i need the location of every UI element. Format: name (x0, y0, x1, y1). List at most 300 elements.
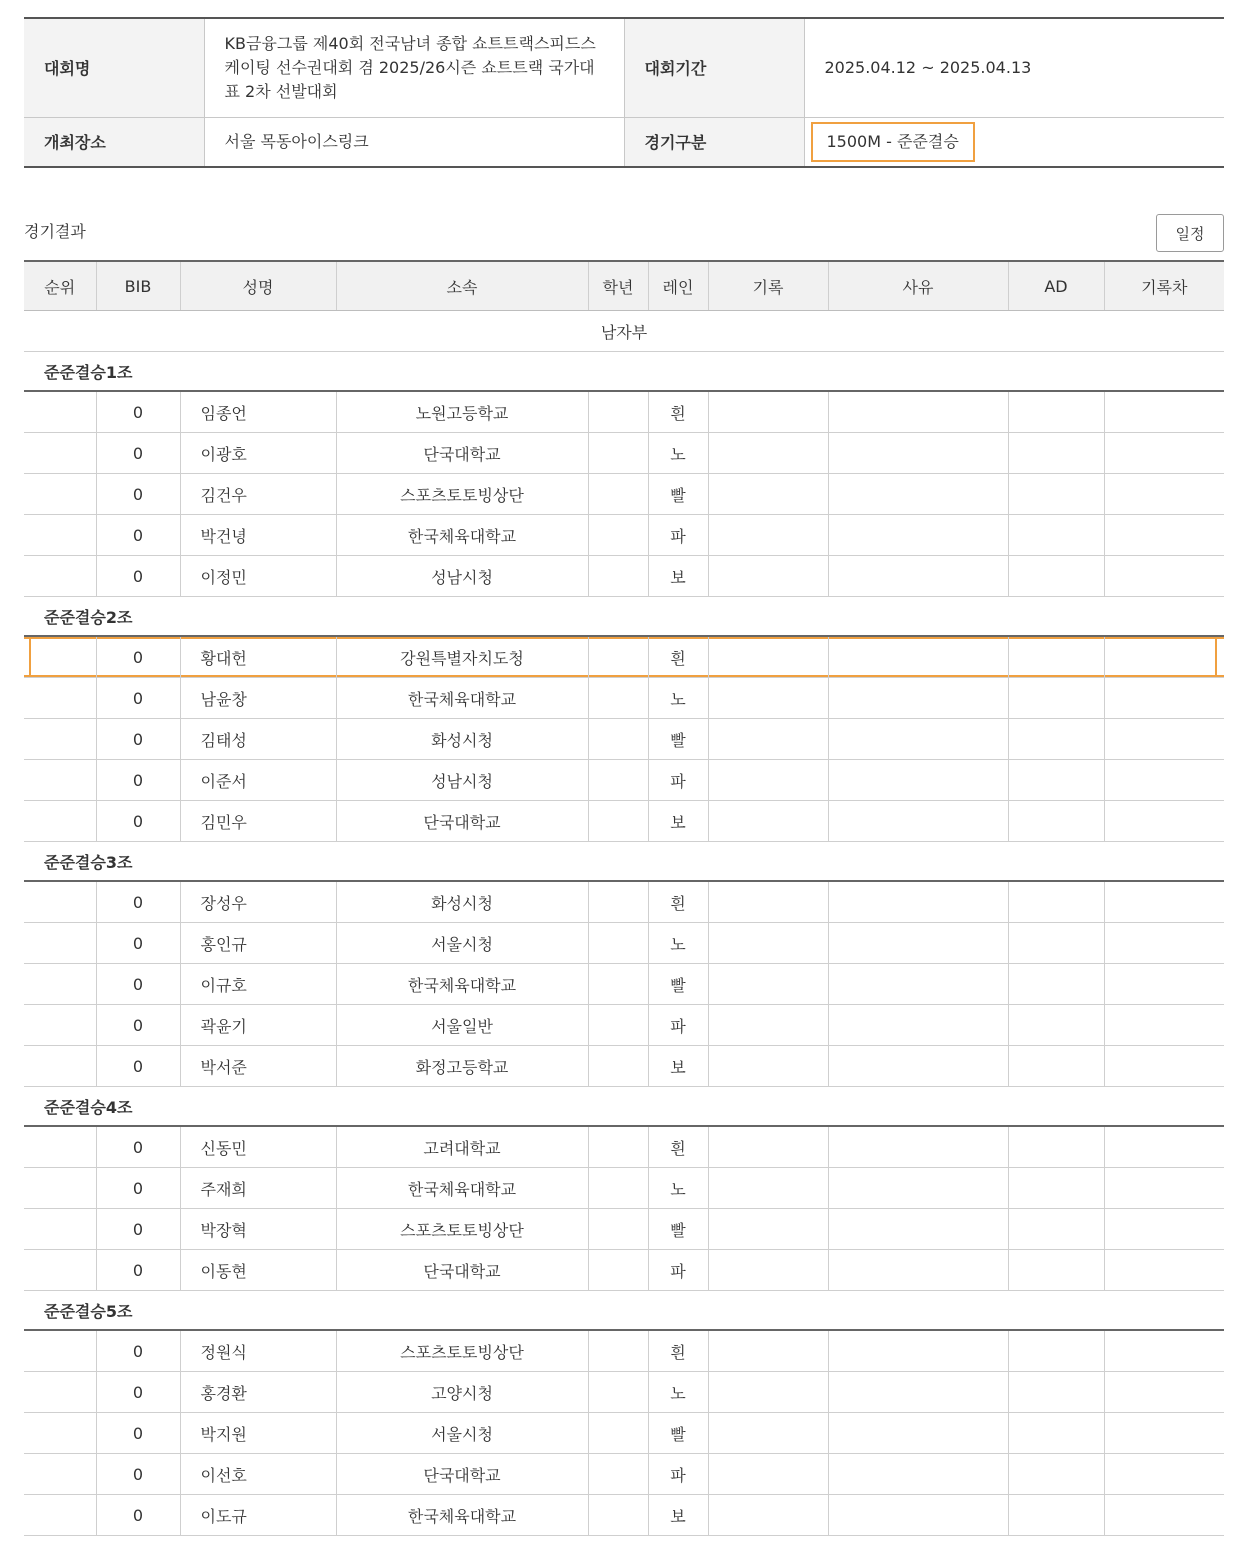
record-diff-cell (1104, 1454, 1224, 1495)
affiliation-cell: 서울일반 (336, 1005, 588, 1046)
reason-cell (828, 760, 1008, 801)
athlete-name-cell: 김건우 (180, 474, 336, 515)
record-diff-cell (1104, 719, 1224, 760)
lane-cell: 보 (648, 556, 708, 597)
record-cell (708, 1126, 828, 1168)
group-header-row (24, 352, 1224, 392)
division-row (24, 311, 1224, 352)
record-cell (708, 556, 828, 597)
athlete-name-cell: 남윤창 (180, 678, 336, 719)
affiliation-cell: 단국대학교 (336, 1454, 588, 1495)
bib-cell: 0 (96, 1209, 180, 1250)
record-diff-cell (1104, 556, 1224, 597)
table-row (24, 1209, 1224, 1250)
bib-cell: 0 (96, 801, 180, 842)
ad-cell (1008, 1209, 1104, 1250)
affiliation-cell: 한국체육대학교 (336, 515, 588, 556)
record-diff-cell (1104, 1413, 1224, 1454)
record-cell (708, 636, 828, 678)
record-cell (708, 1330, 828, 1372)
bib-cell: 0 (96, 1126, 180, 1168)
ad-cell (1008, 391, 1104, 433)
group-title: 준준결승1조 (24, 352, 1224, 392)
ad-cell (1008, 1046, 1104, 1087)
ad-cell (1008, 433, 1104, 474)
column-header-affiliation: 소속 (336, 261, 588, 311)
table-row (24, 1046, 1224, 1087)
athlete-name-cell: 홍인규 (180, 923, 336, 964)
affiliation-cell: 한국체육대학교 (336, 678, 588, 719)
reason-cell (828, 1250, 1008, 1291)
column-header-record: 기록 (708, 261, 828, 311)
rank-cell (24, 515, 96, 556)
record-cell (708, 1168, 828, 1209)
results-header (24, 168, 1224, 260)
table-row (24, 636, 1224, 678)
rank-cell (24, 1005, 96, 1046)
lane-cell: 빨 (648, 1209, 708, 1250)
record-diff-cell (1104, 391, 1224, 433)
record-diff-cell (1104, 1495, 1224, 1536)
lane-cell: 보 (648, 801, 708, 842)
table-row (24, 1005, 1224, 1046)
rank-cell (24, 433, 96, 474)
event-label: 경기구분 (624, 117, 804, 167)
record-cell (708, 801, 828, 842)
reason-cell (828, 964, 1008, 1005)
athlete-name-cell: 홍경환 (180, 1372, 336, 1413)
table-row (24, 1126, 1224, 1168)
reason-cell (828, 1046, 1008, 1087)
table-row (24, 1454, 1224, 1495)
record-cell (708, 433, 828, 474)
lane-cell: 노 (648, 433, 708, 474)
record-diff-cell (1104, 1005, 1224, 1046)
bib-cell: 0 (96, 556, 180, 597)
record-diff-cell (1104, 474, 1224, 515)
rank-cell (24, 636, 96, 678)
reason-cell (828, 1209, 1008, 1250)
grade-cell (588, 1005, 648, 1046)
athlete-name-cell: 임종언 (180, 391, 336, 433)
grade-cell (588, 1330, 648, 1372)
results-table (24, 260, 1224, 1536)
ad-cell (1008, 719, 1104, 760)
table-row (24, 433, 1224, 474)
rank-cell (24, 1454, 96, 1495)
bib-cell: 0 (96, 433, 180, 474)
reason-cell (828, 801, 1008, 842)
record-cell (708, 1495, 828, 1536)
grade-cell (588, 1413, 648, 1454)
bib-cell: 0 (96, 1046, 180, 1087)
ad-cell (1008, 1330, 1104, 1372)
athlete-name-cell: 이정민 (180, 556, 336, 597)
ad-cell (1008, 474, 1104, 515)
ad-cell (1008, 515, 1104, 556)
bib-cell: 0 (96, 1413, 180, 1454)
rank-cell (24, 760, 96, 801)
info-row (24, 18, 1224, 117)
group-title: 준준결승3조 (24, 842, 1224, 882)
rank-cell (24, 1168, 96, 1209)
rank-cell (24, 719, 96, 760)
bib-cell: 0 (96, 1372, 180, 1413)
rank-cell (24, 1209, 96, 1250)
rank-cell (24, 1250, 96, 1291)
record-diff-cell (1104, 1126, 1224, 1168)
bib-cell: 0 (96, 678, 180, 719)
group-header-row (24, 1291, 1224, 1331)
record-diff-cell (1104, 881, 1224, 923)
venue-value: 서울 목동아이스링크 (204, 117, 624, 167)
record-cell (708, 1209, 828, 1250)
bib-cell: 0 (96, 474, 180, 515)
grade-cell (588, 474, 648, 515)
record-cell (708, 391, 828, 433)
grade-cell (588, 636, 648, 678)
rank-cell (24, 1126, 96, 1168)
bib-cell: 0 (96, 964, 180, 1005)
lane-cell: 흰 (648, 881, 708, 923)
lane-cell: 파 (648, 1005, 708, 1046)
athlete-name-cell: 이동현 (180, 1250, 336, 1291)
affiliation-cell: 스포츠토토빙상단 (336, 1209, 588, 1250)
table-row (24, 1330, 1224, 1372)
grade-cell (588, 881, 648, 923)
rank-cell (24, 678, 96, 719)
record-cell (708, 474, 828, 515)
rank-cell (24, 801, 96, 842)
ad-cell (1008, 881, 1104, 923)
period-value: 2025.04.12 ~ 2025.04.13 (804, 18, 1224, 117)
lane-cell: 흰 (648, 1330, 708, 1372)
rank-cell (24, 1413, 96, 1454)
lane-cell: 노 (648, 923, 708, 964)
record-diff-cell (1104, 636, 1224, 678)
group-header-row (24, 842, 1224, 882)
record-cell (708, 881, 828, 923)
grade-cell (588, 678, 648, 719)
reason-cell (828, 1126, 1008, 1168)
table-row (24, 474, 1224, 515)
reason-cell (828, 1454, 1008, 1495)
venue-label: 개최장소 (24, 117, 204, 167)
affiliation-cell: 고려대학교 (336, 1126, 588, 1168)
record-diff-cell (1104, 760, 1224, 801)
lane-cell: 흰 (648, 391, 708, 433)
affiliation-cell: 스포츠토토빙상단 (336, 474, 588, 515)
competition-name-label: 대회명 (24, 18, 204, 117)
ad-cell (1008, 1250, 1104, 1291)
table-row (24, 1168, 1224, 1209)
table-row (24, 515, 1224, 556)
info-row (24, 117, 1224, 167)
record-diff-cell (1104, 1168, 1224, 1209)
ad-cell (1008, 1454, 1104, 1495)
lane-cell: 빨 (648, 719, 708, 760)
reason-cell (828, 1495, 1008, 1536)
athlete-name-cell: 박건녕 (180, 515, 336, 556)
record-cell (708, 1250, 828, 1291)
grade-cell (588, 1372, 648, 1413)
affiliation-cell: 단국대학교 (336, 433, 588, 474)
affiliation-cell: 강원특별자치도청 (336, 636, 588, 678)
reason-cell (828, 391, 1008, 433)
reason-cell (828, 881, 1008, 923)
affiliation-cell: 화성시청 (336, 881, 588, 923)
schedule-button[interactable]: 일정 (1156, 214, 1224, 252)
rank-cell (24, 1372, 96, 1413)
column-header-name: 성명 (180, 261, 336, 311)
group-header-row (24, 597, 1224, 637)
lane-cell: 노 (648, 1372, 708, 1413)
grade-cell (588, 923, 648, 964)
group-title: 준준결승4조 (24, 1087, 1224, 1127)
affiliation-cell: 노원고등학교 (336, 391, 588, 433)
results-header-row (24, 261, 1224, 311)
lane-cell: 노 (648, 1168, 708, 1209)
bib-cell: 0 (96, 760, 180, 801)
athlete-name-cell: 이선호 (180, 1454, 336, 1495)
table-row (24, 964, 1224, 1005)
ad-cell (1008, 556, 1104, 597)
table-row (24, 391, 1224, 433)
record-diff-cell (1104, 515, 1224, 556)
ad-cell (1008, 636, 1104, 678)
grade-cell (588, 515, 648, 556)
bib-cell: 0 (96, 719, 180, 760)
athlete-name-cell: 신동민 (180, 1126, 336, 1168)
grade-cell (588, 964, 648, 1005)
table-row (24, 1250, 1224, 1291)
affiliation-cell: 고양시청 (336, 1372, 588, 1413)
athlete-name-cell: 이규호 (180, 964, 336, 1005)
lane-cell: 노 (648, 678, 708, 719)
column-header-rank: 순위 (24, 261, 96, 311)
affiliation-cell: 한국체육대학교 (336, 1168, 588, 1209)
record-diff-cell (1104, 1372, 1224, 1413)
rank-cell (24, 474, 96, 515)
record-diff-cell (1104, 964, 1224, 1005)
reason-cell (828, 1330, 1008, 1372)
grade-cell (588, 556, 648, 597)
record-diff-cell (1104, 801, 1224, 842)
record-diff-cell (1104, 1209, 1224, 1250)
affiliation-cell: 성남시청 (336, 760, 588, 801)
affiliation-cell: 한국체육대학교 (336, 1495, 588, 1536)
athlete-name-cell: 주재희 (180, 1168, 336, 1209)
rank-cell (24, 964, 96, 1005)
reason-cell (828, 515, 1008, 556)
division-label: 남자부 (24, 311, 1224, 352)
record-diff-cell (1104, 678, 1224, 719)
results-body (24, 311, 1224, 1536)
rank-cell (24, 881, 96, 923)
athlete-name-cell: 장성우 (180, 881, 336, 923)
affiliation-cell: 성남시청 (336, 556, 588, 597)
grade-cell (588, 1168, 648, 1209)
grade-cell (588, 801, 648, 842)
rank-cell (24, 556, 96, 597)
record-cell (708, 1005, 828, 1046)
rank-cell (24, 1495, 96, 1536)
group-title: 준준결승5조 (24, 1291, 1224, 1331)
record-diff-cell (1104, 923, 1224, 964)
reason-cell (828, 678, 1008, 719)
lane-cell: 빨 (648, 1413, 708, 1454)
athlete-name-cell: 이준서 (180, 760, 336, 801)
table-row (24, 1372, 1224, 1413)
ad-cell (1008, 1372, 1104, 1413)
grade-cell (588, 1126, 648, 1168)
reason-cell (828, 556, 1008, 597)
athlete-name-cell: 박지원 (180, 1413, 336, 1454)
bib-cell: 0 (96, 1250, 180, 1291)
column-header-ad: AD (1008, 261, 1104, 311)
lane-cell: 파 (648, 515, 708, 556)
grade-cell (588, 391, 648, 433)
reason-cell (828, 1168, 1008, 1209)
competition-name-value: KB금융그룹 제40회 전국남녀 종합 쇼트트랙스피드스케이팅 선수권대회 겸 2025/26시즌 쇼트트랙 국가대표 2차 선발대회 (204, 18, 624, 117)
record-cell (708, 1372, 828, 1413)
table-row (24, 678, 1224, 719)
column-header-lane: 레인 (648, 261, 708, 311)
athlete-name-cell: 박서준 (180, 1046, 336, 1087)
affiliation-cell: 화성시청 (336, 719, 588, 760)
affiliation-cell: 화정고등학교 (336, 1046, 588, 1087)
affiliation-cell: 단국대학교 (336, 801, 588, 842)
ad-cell (1008, 964, 1104, 1005)
record-cell (708, 1046, 828, 1087)
reason-cell (828, 719, 1008, 760)
affiliation-cell: 서울시청 (336, 1413, 588, 1454)
ad-cell (1008, 923, 1104, 964)
reason-cell (828, 636, 1008, 678)
lane-cell: 흰 (648, 636, 708, 678)
record-cell (708, 1454, 828, 1495)
record-cell (708, 1413, 828, 1454)
athlete-name-cell: 김민우 (180, 801, 336, 842)
bib-cell: 0 (96, 515, 180, 556)
lane-cell: 파 (648, 1454, 708, 1495)
event-value: 1500M - 준준결승 (811, 122, 975, 162)
ad-cell (1008, 1126, 1104, 1168)
lane-cell: 파 (648, 760, 708, 801)
column-header-reason: 사유 (828, 261, 1008, 311)
table-row (24, 1413, 1224, 1454)
record-diff-cell (1104, 433, 1224, 474)
ad-cell (1008, 1005, 1104, 1046)
group-title: 준준결승2조 (24, 597, 1224, 637)
grade-cell (588, 1250, 648, 1291)
athlete-name-cell: 곽윤기 (180, 1005, 336, 1046)
lane-cell: 파 (648, 1250, 708, 1291)
athlete-name-cell: 김태성 (180, 719, 336, 760)
lane-cell: 빨 (648, 474, 708, 515)
record-cell (708, 515, 828, 556)
grade-cell (588, 719, 648, 760)
reason-cell (828, 1005, 1008, 1046)
page-content (24, 17, 1224, 1536)
athlete-name-cell: 정원식 (180, 1330, 336, 1372)
table-row (24, 556, 1224, 597)
bib-cell: 0 (96, 1005, 180, 1046)
record-cell (708, 923, 828, 964)
affiliation-cell: 스포츠토토빙상단 (336, 1330, 588, 1372)
athlete-name-cell: 이광호 (180, 433, 336, 474)
record-cell (708, 719, 828, 760)
group-header-row (24, 1087, 1224, 1127)
column-header-bib: BIB (96, 261, 180, 311)
column-header-record-diff: 기록차 (1104, 261, 1224, 311)
grade-cell (588, 1454, 648, 1495)
bib-cell: 0 (96, 923, 180, 964)
ad-cell (1008, 1413, 1104, 1454)
event-cell (804, 117, 1224, 167)
affiliation-cell: 서울시청 (336, 923, 588, 964)
ad-cell (1008, 801, 1104, 842)
reason-cell (828, 1413, 1008, 1454)
table-row (24, 1495, 1224, 1536)
rank-cell (24, 391, 96, 433)
record-diff-cell (1104, 1330, 1224, 1372)
record-cell (708, 964, 828, 1005)
table-row (24, 923, 1224, 964)
lane-cell: 보 (648, 1046, 708, 1087)
table-row (24, 881, 1224, 923)
athlete-name-cell: 박장혁 (180, 1209, 336, 1250)
bib-cell: 0 (96, 391, 180, 433)
ad-cell (1008, 760, 1104, 801)
grade-cell (588, 1046, 648, 1087)
lane-cell: 흰 (648, 1126, 708, 1168)
column-header-grade: 학년 (588, 261, 648, 311)
table-row (24, 719, 1224, 760)
period-label: 대회기간 (624, 18, 804, 117)
grade-cell (588, 433, 648, 474)
lane-cell: 빨 (648, 964, 708, 1005)
bib-cell: 0 (96, 636, 180, 678)
bib-cell: 0 (96, 1330, 180, 1372)
table-row (24, 801, 1224, 842)
ad-cell (1008, 1495, 1104, 1536)
bib-cell: 0 (96, 1168, 180, 1209)
record-cell (708, 678, 828, 719)
results-title: 경기결과 (24, 222, 86, 241)
record-diff-cell (1104, 1046, 1224, 1087)
athlete-name-cell: 이도규 (180, 1495, 336, 1536)
lane-cell: 보 (648, 1495, 708, 1536)
reason-cell (828, 474, 1008, 515)
record-diff-cell (1104, 1250, 1224, 1291)
bib-cell: 0 (96, 1454, 180, 1495)
grade-cell (588, 760, 648, 801)
record-cell (708, 760, 828, 801)
affiliation-cell: 단국대학교 (336, 1250, 588, 1291)
ad-cell (1008, 1168, 1104, 1209)
ad-cell (1008, 678, 1104, 719)
grade-cell (588, 1209, 648, 1250)
rank-cell (24, 923, 96, 964)
affiliation-cell: 한국체육대학교 (336, 964, 588, 1005)
competition-info-table (24, 17, 1224, 168)
rank-cell (24, 1330, 96, 1372)
reason-cell (828, 433, 1008, 474)
grade-cell (588, 1495, 648, 1536)
reason-cell (828, 1372, 1008, 1413)
table-row (24, 760, 1224, 801)
